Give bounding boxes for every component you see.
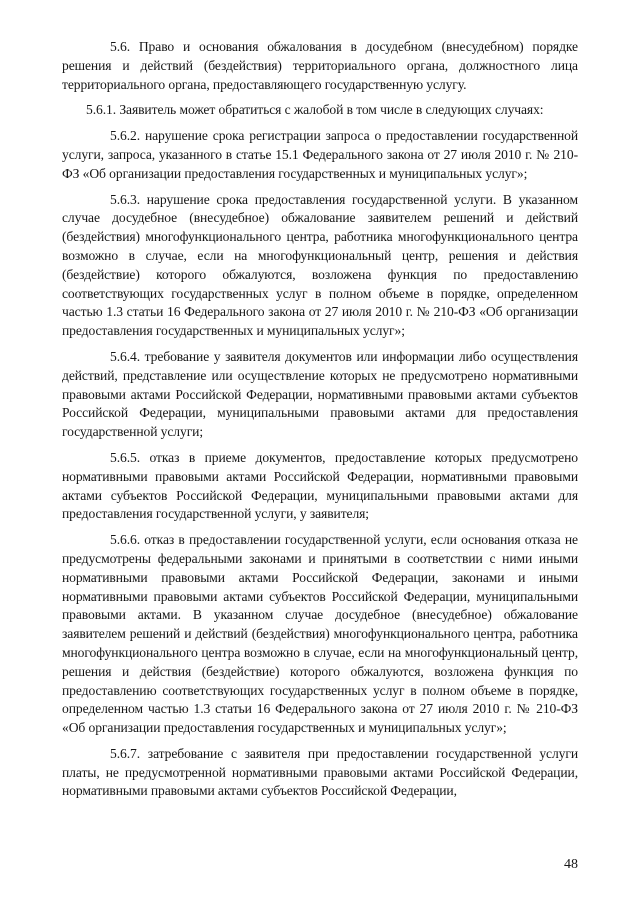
paragraph-5-6 <box>62 38 578 94</box>
paragraph-5-6-2 <box>62 127 578 183</box>
paragraph-5-6-7 <box>62 745 578 801</box>
paragraph-5-6-3 <box>62 191 578 341</box>
paragraph-text: нарушение срока регистрации запроса о предоставлении государственной услуги, запроса, указанного в статье 15.1 Федерального закона от 27 июля 2010 г. № 210-ФЗ «Об организации предоставления государственных и муниципальных услуг»; <box>62 128 578 181</box>
paragraph-5-6-4 <box>62 348 578 442</box>
paragraph-text: отказ в приеме документов, предоставление которых предусмотрено нормативными правовыми актами Российской Федерации, нормативными правовыми актами субъектов Российской Федерации, муниципальными правовыми актами для предоставления государственной услуги, у заявителя; <box>62 449 578 522</box>
paragraph-number: 5.6.6. <box>110 532 140 548</box>
paragraph-number: 5.6. <box>110 39 130 54</box>
page-number: 48 <box>564 857 578 872</box>
paragraph-number: 5.6.3. <box>110 191 140 207</box>
paragraph-text: требование у заявителя документов или информации либо осуществления действий, представление или осуществление которых не предусмотрено нормативными правовыми актами Российской Федерации, нормативными правовыми актами субъектов Российской Федерации, муниципальными правовыми актами для предоставления государственной услуги; <box>62 348 578 440</box>
paragraph-text: нарушение срока предоставления государственной услуги. В указанном случае досудебное (внесудебное) обжалование заявителем решений и действий (бездействия) многофункционального центра, работника многофункционального центра возможно в случае, если на многофункциональный центр, решения и действия (бездействие) которого обжалуются, возложена функция по предоставлению соответствующих государственных услуг в полном объеме в порядке, определенном частью 1.3 статьи 16 Федерального закона от 27 июля 2010 г. № 210-ФЗ «Об организации предоставления государственных и муниципальных услуг»; <box>62 191 578 339</box>
paragraph-text: затребование с заявителя при предоставлении государственной услуги платы, не предусмотренной нормативными правовыми актами Российской Федерации, нормативными правовыми актами субъектов Российской Федерации, <box>62 745 578 799</box>
paragraph-number: 5.6.1. <box>86 102 116 118</box>
paragraph-number: 5.6.7. <box>110 745 140 761</box>
paragraph-number: 5.6.5. <box>110 449 140 465</box>
paragraph-text: Право и основания обжалования в досудебном (внесудебном) порядке решения и действий (бездействия) территориального органа, должностного лица территориального органа, предоставляющего государственную услугу. <box>62 39 578 92</box>
paragraph-number: 5.6.4. <box>110 348 140 364</box>
paragraph-5-6-6 <box>62 531 578 738</box>
paragraph-text: Заявитель может обратиться с жалобой в том числе в следующих случаях: <box>119 102 544 118</box>
paragraph-5-6-1 <box>62 101 578 120</box>
paragraph-5-6-5 <box>62 449 578 524</box>
paragraph-text: отказ в предоставлении государственной услуги, если основания отказа не предусмотрены федеральными законами и принятыми в соответствии с ними иными нормативными правовыми актами Российской Федерации, законами и иными нормативными правовыми актами субъектов Российской Федерации, муниципальными правовыми актами. В указанном случае досудебное (внесудебное) обжалование заявителем решений и действий (бездействия) многофункционального центра, работника многофункционального центра возможно в случае, если на многофункциональный центр, решения и действия (бездействие) которого обжалуются, возложена функция по предоставлению соответствующих государственных услуг в полном объеме в порядке, определенном частью 1.3 статьи 16 Федерального закона от 27 июля 2010 г. № 210-ФЗ «Об организации предоставления государственных и муниципальных услуг»; <box>62 532 578 736</box>
document-page <box>62 38 578 808</box>
paragraph-number: 5.6.2. <box>110 128 140 144</box>
